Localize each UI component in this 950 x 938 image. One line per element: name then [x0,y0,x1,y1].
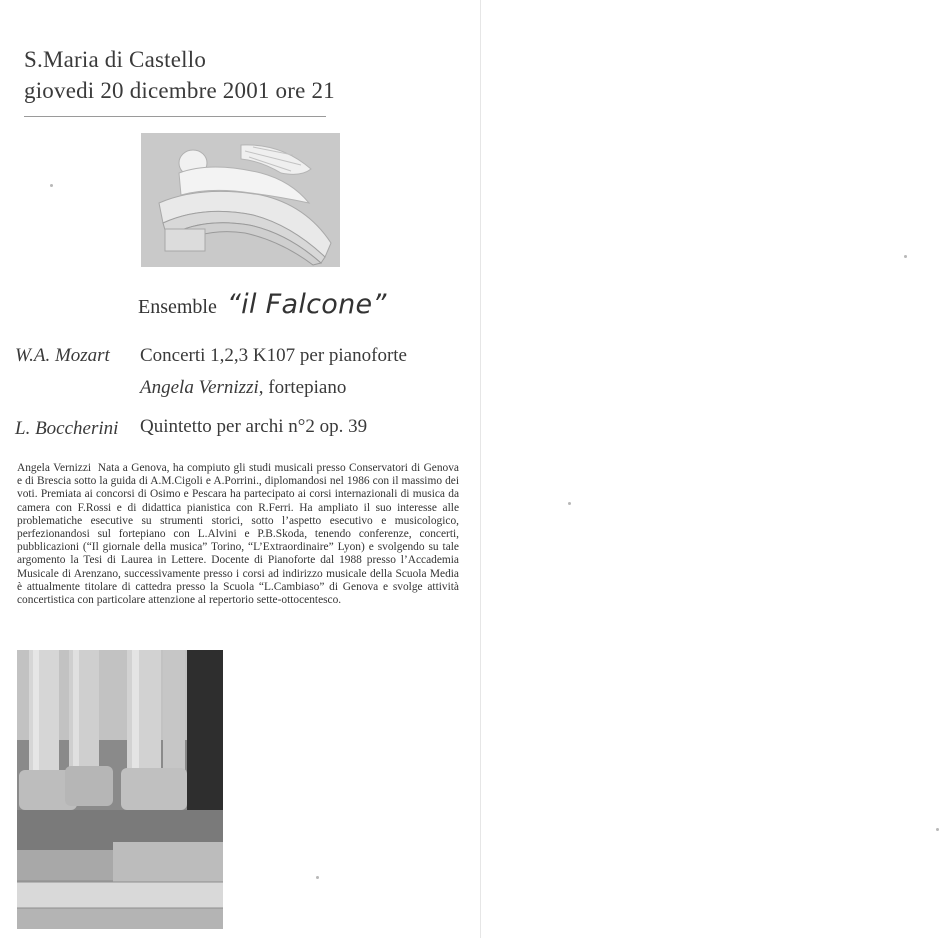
church-columns-photo [17,650,223,929]
angel-relief-photo [141,133,340,267]
composer-boccherini: L. Boccherini [15,418,119,439]
paper-speck [316,876,319,879]
biography-name: Angela Vernizzi [17,462,92,474]
work-boccherini: Quintetto per archi n°2 op. 39 [140,416,368,437]
biography-text: Nata a Genova, ha compiuto gli studi musicali presso Conservatori di Genova e di Brescia sotto la guida di A.M.Cigoli e A.Porrini., diplomandosi nel 1986 con il massimo dei voti. Premiata ai concorsi di Osimo e Pescara ha partecipato ai corsi internazionali di musica da camera con F.Rossi e di didattica pianistica con R.Ferri. Ha ampliato il suo interesse alle problematiche esecutive su strumenti storici, sotto l’aspetto esecutivo e musicologico, perfezionandosi sul fortepiano con L.Alvini e P.B.Skoda, tenendo conferenze, concerti, pubblicazioni (“Il giornale della musica” Torino, “L’Extraordinaire” Lyon) e svolgendo su tale argomento la Tesi di Laurea in Lettere. Docente di Pianoforte dal 1988 presso l’Accademia Musicale di Arenzano, successivamente presso i corsi ad indirizzo musicale della Scuola Media è attualmente titolare di cattedra presso la Scuola “L.Cambiaso” di Genova e svolge attività concertistica con particolare attenzione al repertorio sette-ottocentesco. [17,462,459,607]
right-page [481,0,950,938]
ensemble-name: “il Falcone” [226,289,387,320]
columns-drawing [17,650,223,929]
heading-divider [24,116,326,117]
concert-date: giovedi 20 dicembre 2001 ore 21 [24,78,335,103]
work-mozart: Concerti 1,2,3 K107 per pianoforte [140,345,407,366]
performer-name: Angela Vernizzi [140,377,259,398]
paper-speck [904,255,907,258]
performer-biography [17,462,459,607]
ensemble-prefix: Ensemble [138,296,217,318]
venue-name: S.Maria di Castello [24,47,207,72]
composer-mozart: W.A. Mozart [15,345,110,366]
performer-role: , fortepiano [258,377,347,398]
ensemble-title [138,289,387,320]
venue-heading [24,44,335,106]
paper-speck [936,828,939,831]
angel-relief-drawing [141,133,340,267]
paper-speck [568,502,571,505]
performer-line [140,377,346,399]
paper-speck [50,184,53,187]
